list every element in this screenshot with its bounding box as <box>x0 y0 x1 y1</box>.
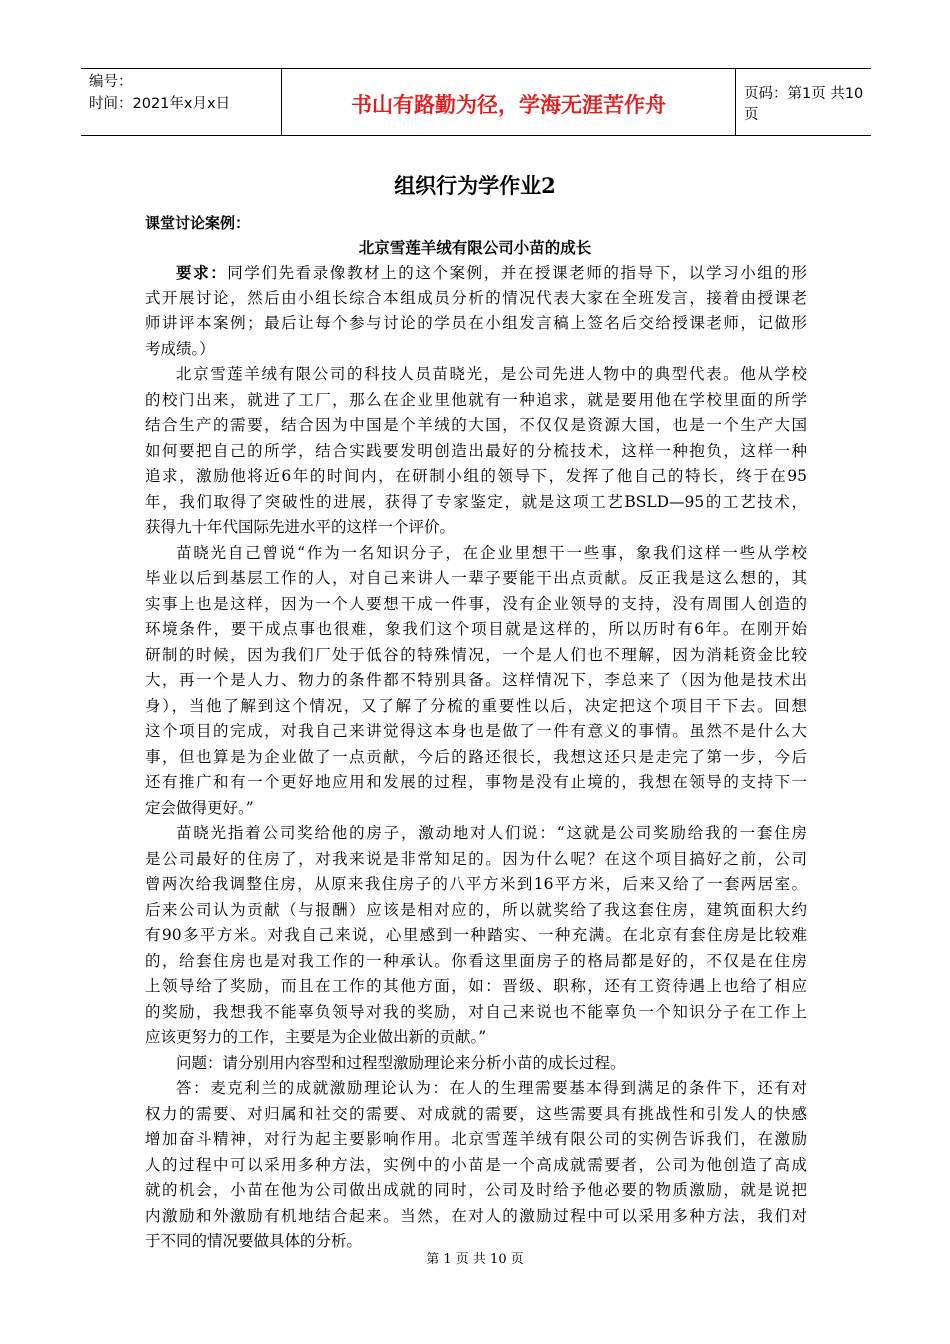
document-body <box>145 260 807 1255</box>
case-title: 北京雪莲羊绒有限公司小苗的成长 <box>358 238 592 257</box>
body-line: 环境条件，要干成点事也很难，象我们这个项目就是这样的，所以历时有6年。在刚开始 <box>145 620 807 638</box>
body-line: 上领导给了奖励，而且在工作的其他方面，如：晋级、职称，还有工资待遇上也给了相应 <box>145 977 807 995</box>
body-line: 这个项目的完成，对我自己来讲觉得这本身也是做了一件有意义的事情。虽然不是什么大 <box>145 722 807 740</box>
motto: 书山有路勤为径，学海无涯苦作舟 <box>281 69 736 135</box>
body-line: 就的机会，小苗在他为公司做出成就的同时，公司及时给予他必要的物质激励，就是说把 <box>145 1181 807 1199</box>
body-line: 权力的需要、对归属和社交的需要、对成就的需要，这些需要具有挑战性和引发人的快感 <box>145 1104 807 1123</box>
body-line: 的奖励，我想我不能辜负领导对我的奖励，对自己来说也不能辜负一个知识分子在工作上 <box>145 1002 807 1021</box>
body-line: 曾两次给我调整住房，从原来我住房子的八平方米到16平方米，后来又给了一套两居室。 <box>145 875 807 893</box>
body-line: 苗晓光指着公司奖给他的房子，激动地对人们说：“这就是公司奖励给我的一套住房 <box>176 824 807 842</box>
body-line: 苗晓光自己曾说“作为一名知识分子，在企业里想干一些事，象我们这样一些从学校 <box>176 543 807 562</box>
body-line: 有90多平方米。对我自己来说，心里感到一种踏实、一种充满。在北京有套住房是比较难 <box>145 926 807 944</box>
body-line: 师讲评本案例；最后让每个参与讨论的学员在小组发言稿上签名后交给授课老师，记做形 <box>145 314 807 332</box>
body-line: 研制的时候，因为我们厂处于低谷的特殊情况，一个是人们也不理解，因为消耗资金比较 <box>145 645 807 664</box>
body-line: 的，给套住房也是对我工作的一种承认。你看这里面房子的格局都是好的，不仅是在住房 <box>145 951 807 970</box>
body-line: 身），当他了解到这个情况，又了解了分梳的重要性以后，决定把这个项目干下去。回想 <box>145 696 807 715</box>
body-line: 还有推广和有一个更好地应用和发展的过程，事物是没有止境的，我想在领导的支持下一 <box>145 773 807 791</box>
body-line: 的校门出来，就进了工厂，那么在企业里他就有一种追求，就是要用他在学校里面的所学 <box>145 390 807 409</box>
body-line: 后来公司认为贡献（与报酬）应该是相对应的，所以就奖给了我这套住房，建筑面积大约 <box>145 900 807 919</box>
body-line: 式开展讨论，然后由小组长综合本组成员分析的情况代表大家在全班发言，接着由授课老 <box>145 288 807 307</box>
body-line: 事，但也算是为企业做了一点贡献，今后的路还很长，我想这还只是走完了第一步，今后 <box>145 747 807 766</box>
body-line: 要求：同学们先看录像教材上的这个案例，并在授课老师的指导下，以学习小组的形 <box>176 263 807 282</box>
page-footer: 第 1 页 共 10 页 <box>426 1252 524 1267</box>
body-line: 获得九十年代国际先进水平的这样一个评价。 <box>145 518 456 536</box>
body-line: 结合生产的需要，结合因为中国是个羊绒的大国，不仅仅是资源大国，也是一个生产大国 <box>145 416 807 434</box>
page-header <box>81 68 871 136</box>
requirement-label: 要求： <box>176 263 228 282</box>
body-line: 如何要把自己的所学，结合实践要发明创造出最好的分梳技术，这样一种抱负，这样一种 <box>145 441 807 460</box>
body-line: 人的过程中可以采用多种方法，实例中的小苗是一个高成就需要者，公司为他创造了高成 <box>145 1155 807 1174</box>
time-label: 时间：2021年x月x日 <box>89 96 231 112</box>
body-line: 应该更努力的工作，主要是为企业做出新的贡献。” <box>145 1028 487 1046</box>
body-line: 于不同的情况要做具体的分析。 <box>145 1232 363 1250</box>
document-title: 组织行为学作业2 <box>394 173 556 198</box>
body-line: 是公司最好的住房了，对我来说是非常知足的。因为什么呢？在这个项目搞好之前，公司 <box>145 849 807 868</box>
answer-line: 答：麦克利兰的成就激励理论认为：在人的生理需要基本得到满足的条件下，还有对 <box>176 1079 807 1097</box>
body-line: 内激励和外激励有机地结合起来。当然，在对人的激励过程中可以采用多种方法，我们对 <box>145 1206 807 1225</box>
body-line: 大，再一个是人力、物力的条件都不特别具备。这样情况下，李总来了（因为他是技术出 <box>145 671 807 689</box>
body-line: 实事上也是这样，因为一个人要想干成一件事，没有企业领导的支持，没有周围人创造的 <box>145 594 807 613</box>
body-line: 定会做得更好。” <box>145 798 254 817</box>
number-label: 编号： <box>89 74 133 90</box>
page-info: 页码：第1页 共10页 <box>744 86 864 123</box>
body-line: 追求，激励他将近6年的时间内，在研制小组的领导下，发挥了他自己的特长，终于在95 <box>145 467 807 485</box>
body-line: 考成绩。） <box>145 339 215 358</box>
body-line: 毕业以后到基层工作的人，对自己来讲人一辈子要能干出点贡献。反正我是这么想的，其 <box>145 569 807 587</box>
body-line: 北京雪莲羊绒有限公司的科技人员苗晓光，是公司先进人物中的典型代表。他从学校 <box>176 365 807 383</box>
body-line: 年，我们取得了突破性的进展，获得了专家鉴定，就是这项工艺BSLD—95的工艺技术， <box>145 492 807 511</box>
header-left-cell <box>81 69 281 135</box>
section-label: 课堂讨论案例： <box>145 214 251 232</box>
question-line: 问题：请分别用内容型和过程型激励理论来分析小苗的成长过程。 <box>176 1053 626 1072</box>
body-line: 增加奋斗精神，对行为起主要影响作用。北京雪莲羊绒有限公司的实例告诉我们，在激励 <box>145 1130 807 1148</box>
